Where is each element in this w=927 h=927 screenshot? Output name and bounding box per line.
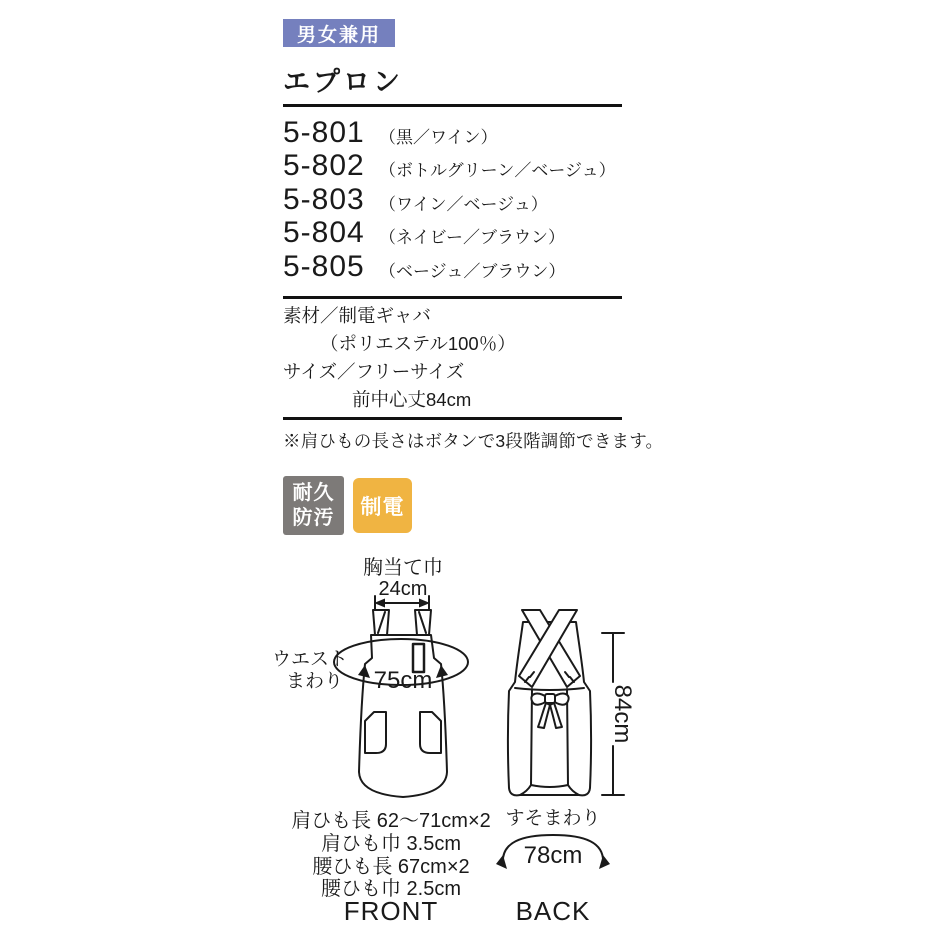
front-measurement: 腰ひも巾 2.5cm bbox=[320, 878, 462, 900]
apron-back-drawing bbox=[496, 610, 624, 869]
front-measurement: 腰ひも長 67cm×2 bbox=[312, 856, 470, 878]
back-length-value: 84cm bbox=[609, 684, 636, 744]
product-colors: （ボトルグリーン／ベージュ） bbox=[379, 161, 616, 181]
front-waist-label: まわり bbox=[285, 671, 343, 692]
durable-badge-line: 防汚 bbox=[292, 506, 335, 529]
durable-stainproof-badge bbox=[283, 476, 344, 535]
spec-block bbox=[283, 302, 516, 414]
product-code: 5-802 bbox=[283, 149, 365, 183]
back-hem-value: 78cm bbox=[523, 842, 583, 869]
front-waist-value: 75cm bbox=[373, 667, 433, 694]
front-measurement: 肩ひも巾 3.5cm bbox=[320, 833, 462, 855]
back-hem-label: すそまわり bbox=[505, 808, 601, 829]
product-item bbox=[283, 116, 643, 150]
product-item bbox=[283, 183, 643, 217]
apron-spec-diagram bbox=[270, 548, 927, 927]
front-bib-width-label: 胸当て巾 bbox=[363, 557, 443, 579]
product-code: 5-801 bbox=[283, 115, 365, 149]
product-colors: （ネイビー／ブラウン） bbox=[379, 228, 565, 248]
front-measurement: 肩ひも長 62〜71cm×2 bbox=[291, 810, 491, 832]
product-item bbox=[283, 217, 643, 251]
product-colors: （ベージュ／ブラウン） bbox=[379, 261, 566, 281]
divider bbox=[283, 296, 622, 299]
size-line: サイズ／フリーサイズ bbox=[283, 361, 465, 382]
divider bbox=[283, 104, 622, 107]
apron-front-drawing bbox=[334, 596, 468, 797]
product-code: 5-805 bbox=[283, 249, 365, 283]
product-list bbox=[283, 116, 643, 284]
size-line: 前中心丈84cm bbox=[352, 389, 472, 410]
adjustment-note: ※肩ひもの長さはボタンで3段階調節できます。 bbox=[283, 431, 664, 451]
antistatic-badge: 制電 bbox=[353, 478, 412, 533]
material-line: （ポリエステル100％） bbox=[320, 333, 516, 354]
product-colors: （黒／ワイン） bbox=[379, 127, 498, 147]
front-caption: FRONT bbox=[343, 896, 439, 926]
product-code: 5-804 bbox=[283, 216, 365, 250]
product-colors: （ワイン／ベージュ） bbox=[379, 194, 548, 214]
durable-badge-line: 耐久 bbox=[292, 481, 335, 504]
back-caption: BACK bbox=[515, 896, 591, 926]
product-item bbox=[283, 150, 643, 184]
unisex-badge: 男女兼用 bbox=[283, 19, 395, 47]
divider bbox=[283, 417, 622, 420]
material-line: 素材／制電ギャバ bbox=[283, 305, 432, 326]
page-title: エプロン bbox=[283, 67, 403, 97]
front-waist-label: ウエスト bbox=[271, 649, 348, 670]
product-code: 5-803 bbox=[283, 182, 365, 216]
product-item bbox=[283, 250, 643, 284]
front-bib-width-value: 24cm bbox=[378, 578, 428, 600]
